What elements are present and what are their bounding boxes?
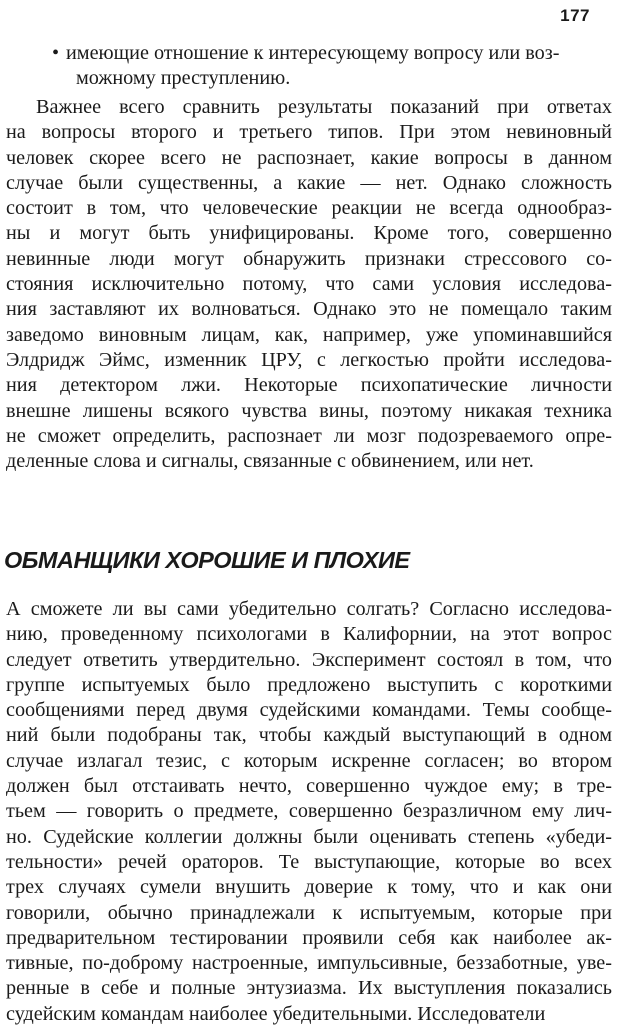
text-line: случае были существенны, а какие — нет. Однако сложность bbox=[6, 171, 612, 194]
text-line: тельности» речей ораторов. Те выступающие, которые во всех bbox=[6, 850, 612, 873]
text-line: трех случаях сумели внушить доверие к тому, что и как они bbox=[6, 876, 612, 899]
bullet-text-1: имеющие отношение к интересующему вопросу или воз- bbox=[66, 42, 560, 64]
text-line: заведомо виновным лицам, как, например, уже упоминавшийся bbox=[6, 323, 612, 346]
paragraph-polygraph bbox=[6, 95, 612, 474]
text-line: не сможет определить, распознает ли мозг подозреваемого опре- bbox=[6, 424, 612, 447]
text-line: нию, проведенному психологами в Калифорнии, на этот вопрос bbox=[6, 623, 612, 646]
text-line: ния детектором лжи. Некоторые психопатические личности bbox=[6, 374, 612, 397]
text-line: но. Судейские коллегии должны были оценивать степень «убеди- bbox=[6, 825, 612, 848]
text-line: на вопросы второго и третьего типов. При этом невиновный bbox=[6, 121, 612, 144]
text-line: ний были подобраны так, чтобы каждый выступающий в одном bbox=[6, 724, 612, 747]
page-number: 177 bbox=[560, 6, 590, 25]
text-line: невинные люди могут обнаружить признаки стрессового со- bbox=[6, 247, 612, 270]
text-line: человек скорее всего не распознает, какие вопросы в данном bbox=[6, 146, 612, 169]
text-line: ния заставляют их волноваться. Однако это не помещало таким bbox=[6, 298, 612, 321]
text-line: ны и могут быть унифицированы. Кроме того, совершенно bbox=[6, 222, 612, 245]
bullet-marker: • bbox=[52, 42, 60, 64]
bullet-list-item bbox=[6, 41, 612, 92]
text-line: группе испытуемых было предложено выступить с короткими bbox=[6, 673, 612, 696]
text-line: Элдридж Эймс, изменник ЦРУ, с легкостью пройти исследова- bbox=[6, 348, 612, 371]
section-heading: ОБМАНЩИКИ ХОРОШИЕ И ПЛОХИЕ bbox=[4, 547, 410, 573]
text-line: Важнее всего сравнить результаты показаний при ответах bbox=[36, 96, 612, 118]
text-line: говорили, обычно принадлежали к испытуемым, которые при bbox=[6, 901, 612, 924]
text-line: должен был отстаивать нечто, совершенно чуждое ему; в тре- bbox=[6, 775, 612, 798]
text-line: ренные в себе и полные энтузиазма. Их выступления показались bbox=[6, 977, 612, 1000]
paragraph-deceivers bbox=[6, 597, 612, 1027]
text-line: состоит в том, что человеческие реакции не всегда однообраз- bbox=[6, 197, 612, 220]
text-line: следует ответить утвердительно. Эксперимент состоял в том, что bbox=[6, 648, 612, 671]
text-line: судейским командам наиболее убедительными. Исследователи bbox=[6, 1002, 546, 1025]
text-line: стояния исключительно потому, что сами условия исследова- bbox=[6, 273, 612, 296]
text-line: А сможете ли вы сами убедительно солгать? Согласно исследова- bbox=[6, 598, 612, 620]
text-line: предварительном тестировании проявили себя как наиболее ак- bbox=[6, 926, 612, 949]
text-line: внешне лишены всякого чувства вины, поэтому никакая техника bbox=[6, 399, 612, 422]
text-line: сообщениями перед двумя судейскими командами. Темы сообще- bbox=[6, 699, 612, 722]
bullet-line-2: можному преступлению. bbox=[76, 67, 291, 90]
text-line: тьем — говорить о предмете, совершенно безразличном ему лич- bbox=[6, 800, 612, 823]
text-line: тивные, по-доброму настроенные, импульсивные, беззаботные, уве- bbox=[6, 952, 612, 975]
text-line: деленные слова и сигналы, связанные с обвинением, или нет. bbox=[6, 450, 534, 473]
bullet-line-1 bbox=[6, 41, 612, 66]
text-line: случае излагал тезис, с которым искренне согласен; во втором bbox=[6, 749, 612, 772]
